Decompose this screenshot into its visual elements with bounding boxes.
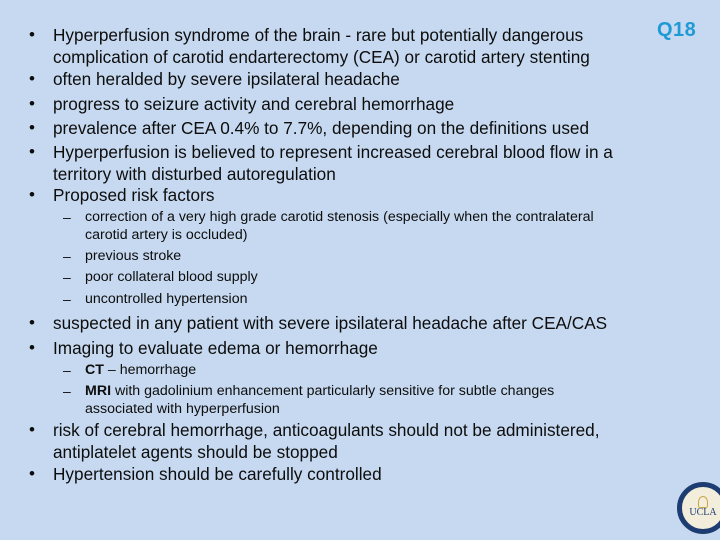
sub-bullet-text: with gadolinium enhancement particularly sensitive for subtle changes associated with hyperperfusion [85,383,555,417]
bullet-item: • suspected in any patient with severe ipsilateral headache after CEA/CAS [53,312,673,334]
ucla-seal-icon [677,482,720,534]
sub-bullet-text: – hemorrhage [103,362,197,378]
sub-bullet-keyword: CT [85,362,104,378]
bullet-item: • progress to seizure activity and cerebral hemorrhage [53,93,673,115]
sub-bullet-item [85,361,645,379]
slide-question-tag: Q18 [657,19,697,41]
bullet-item: • Imaging to evaluate edema or hemorrhage [53,337,673,359]
bullet-item: • prevalence after CEA 0.4% to 7.7%, depending on the definitions used [53,117,673,139]
bullet-item: • Hyperperfusion syndrome of the brain - rare but potentially dangerous complication of carotid endarterectomy (CEA) or carotid artery stenting [53,24,673,68]
bullet-item: • often heralded by severe ipsilateral headache [53,68,673,90]
bullet-item: • Proposed risk factors [53,184,673,206]
sub-bullet-item [85,382,625,418]
bullet-item: • risk of cerebral hemorrhage, anticoagulants should not be administered, antiplatelet agents should be stopped [53,419,673,463]
sub-bullet-item: – poor collateral blood supply [85,268,645,286]
sub-bullet-item: – previous stroke [85,247,645,265]
bullet-item: • Hypertension should be carefully controlled [53,463,673,485]
logo-text: UCLA [689,507,717,518]
bullet-item: • Hyperperfusion is believed to represent increased cerebral blood flow in a territory with disturbed autoregulation [53,141,673,185]
sub-bullet-item: – uncontrolled hypertension [85,290,645,308]
sub-bullet-item: – correction of a very high grade carotid stenosis (especially when the contralateral carotid artery is occluded) [85,208,605,244]
sub-bullet-keyword: MRI [85,383,112,399]
